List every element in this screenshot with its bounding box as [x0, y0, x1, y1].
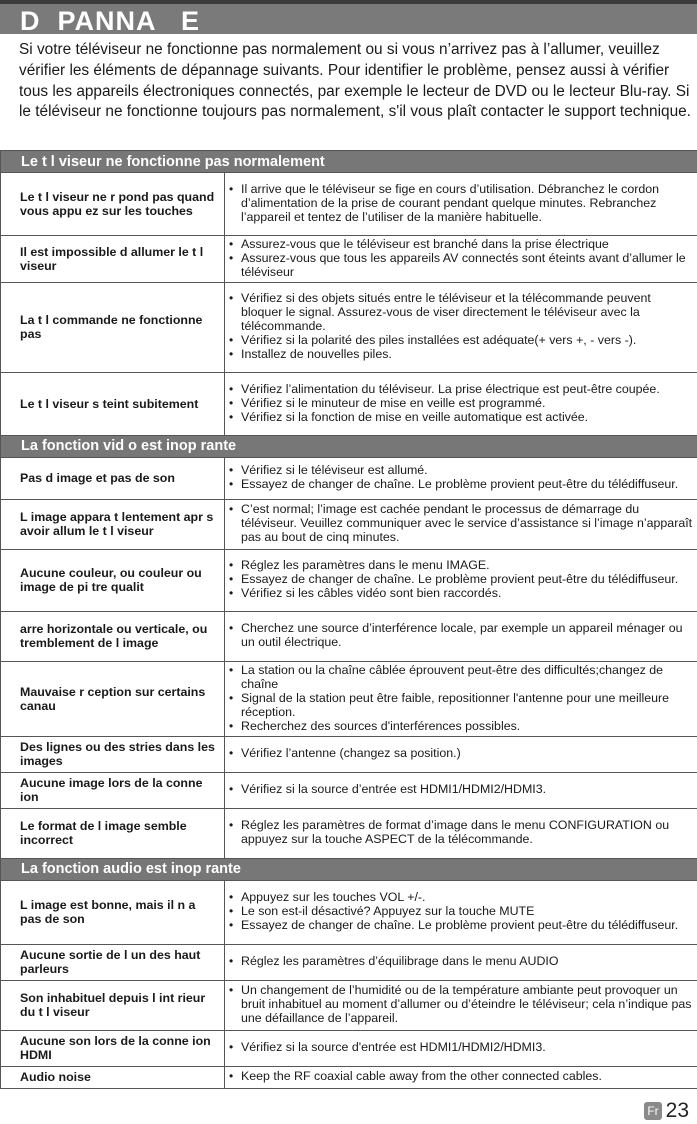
problem-cell: Le t l viseur ne r pond pas quand vous appu ez sur les touches [1, 173, 225, 236]
section-heading: Le t l viseur ne fonctionne pas normalement [1, 151, 697, 173]
problem-cell: Aucune image lors de la conne ion [1, 772, 225, 808]
solution-cell [225, 944, 697, 980]
solution-list [229, 819, 694, 847]
bullet-icon: • [229, 904, 234, 919]
problem-cell: Son inhabituel depuis l int rieur du t l viseur [1, 980, 225, 1030]
table-row [1, 808, 697, 858]
bullet-icon: • [229, 718, 234, 733]
bullet-icon: • [229, 182, 234, 197]
table-row [1, 499, 697, 549]
solution-text: Vérifiez si la fonction de mise en veille automatique est activée. [241, 409, 589, 424]
bullet-icon: • [229, 782, 234, 797]
solution-text: Réglez les paramètres d’équilibrage dans le menu AUDIO [241, 954, 559, 969]
list-item [229, 559, 694, 573]
solution-text: Réglez les paramètres de format d’image dans le menu CONFIGURATION ou appuyez sur la touche ASPECT de la télécommande. [241, 818, 670, 847]
list-item [229, 664, 694, 692]
table-row [1, 1066, 697, 1088]
bullet-icon: • [229, 621, 234, 636]
solution-list [229, 747, 694, 761]
solution-text: C’est normal; l’image est cachée pendant le processus de démarrage du téléviseur. Veuillez communiquer avec le service d’assistance si l’image n’apparaît pas au bout de cinq minutes. [241, 502, 693, 545]
table-row [1, 772, 697, 808]
list-item [229, 464, 694, 478]
list-item [229, 984, 694, 1026]
bullet-icon: • [229, 463, 234, 478]
solution-cell [225, 880, 697, 944]
solution-list [229, 891, 694, 933]
solution-list [229, 503, 694, 545]
list-item [229, 183, 694, 225]
table-row [1, 944, 697, 980]
solution-cell [225, 1030, 697, 1066]
troubleshooting-table [0, 150, 697, 1089]
problem-cell: Aucune couleur, ou couleur ou image de pi tre qualit [1, 549, 225, 611]
list-item [229, 252, 694, 280]
table-row [1, 549, 697, 611]
solution-text: Recherchez des sources d'interférences possibles. [241, 718, 521, 733]
page-title-bar [0, 0, 697, 34]
solution-list [229, 559, 694, 601]
solution-cell [225, 236, 697, 283]
table-row [1, 457, 697, 499]
table-row [1, 980, 697, 1030]
list-item [229, 905, 694, 919]
section-header-row [1, 858, 697, 880]
list-item [229, 411, 694, 425]
list-item [229, 919, 694, 933]
solution-text: Il arrive que le téléviseur se fige en cours d’utilisation. Débranchez le cordon d’alimentation de la prise de courant pendant quelque minutes. Rebranchez l’appareil et tentez de l’utiliser de la manière habituelle. [241, 182, 660, 224]
problem-cell: Des lignes ou des stries dans les images [1, 736, 225, 772]
page-number: 23 [665, 1099, 689, 1122]
table-row [1, 661, 697, 736]
list-item [229, 573, 694, 587]
solution-list [229, 1041, 694, 1055]
solution-text: Essayez de changer de chaîne. Le problème provient peut-être du télédiffuseur. [241, 572, 679, 587]
solution-list [229, 622, 694, 650]
solution-text: Essayez de changer de chaîne. Le problème provient peut-être du télédiffuseur. [241, 477, 679, 492]
problem-cell: Mauvaise r ception sur certains canau [1, 661, 225, 736]
solution-text: Vérifiez si le minuteur de mise en veille est programmé. [241, 395, 546, 410]
bullet-icon: • [229, 347, 234, 362]
solution-list [229, 292, 694, 362]
solution-cell [225, 772, 697, 808]
table-row [1, 880, 697, 944]
solution-cell [225, 736, 697, 772]
bullet-icon: • [229, 237, 234, 251]
section-header-row [1, 151, 697, 173]
solution-list [229, 183, 694, 225]
list-item [229, 692, 694, 720]
list-item [229, 622, 694, 650]
solution-text: Signal de la station peut être faible, repositionner l'antenne pour une meilleure réception. [241, 690, 670, 719]
list-item [229, 397, 694, 411]
solution-cell [225, 980, 697, 1030]
bullet-icon: • [229, 381, 234, 396]
solution-text: Le son est-il désactivé? Appuyez sur la touche MUTE [241, 904, 535, 919]
solution-text: Keep the RF coaxial cable away from the other connected cables. [241, 1069, 602, 1084]
section-heading: La fonction audio est inop rante [1, 858, 697, 880]
solution-list [229, 383, 694, 425]
solution-cell [225, 499, 697, 549]
problem-cell: Aucune son lors de la conne ion HDMI [1, 1030, 225, 1066]
bullet-icon: • [229, 558, 234, 573]
intro-paragraph: Si votre téléviseur ne fonctionne pas normalement ou si vous n’arrivez pas à l’allumer, veuillez vérifier les éléments de dépannage suivants. Pour identifier le problème, pensez aussi à vérifier tous les appareils électroniques connectés, par exemple le lecteur de DVD ou le lecteur Blu-ray. Si le téléviseur ne fonctionne toujours pas normalement, s'il vous plaît contacter le support technique. [19, 41, 691, 121]
solution-text: Vérifiez l’antenne (changez sa position.) [241, 746, 461, 761]
bullet-icon: • [229, 818, 234, 833]
solution-text: Essayez de changer de chaîne. Le problème provient peut-être du télédiffuseur. [241, 918, 679, 933]
problem-cell: L image appara t lentement apr s avoir allum le t l viseur [1, 499, 225, 549]
table-row [1, 372, 697, 435]
solution-text: Installez de nouvelles piles. [241, 347, 392, 362]
list-item [229, 720, 694, 734]
bullet-icon: • [229, 890, 234, 905]
solution-text: Vérifiez si la source d’entrée est HDMI1/HDMI2/HDMI3. [241, 782, 547, 797]
problem-cell: Le t l viseur s teint subitement [1, 372, 225, 435]
bullet-icon: • [229, 409, 234, 424]
solution-text: La station ou la chaîne câblée éprouvent peut-être des difficultés;changez de chaîne [241, 662, 664, 691]
list-item [229, 955, 694, 969]
bullet-icon: • [229, 983, 234, 998]
problem-cell: Le format de l image semble incorrect [1, 808, 225, 858]
bullet-icon: • [229, 1040, 234, 1055]
language-badge: Fr [644, 1102, 661, 1120]
solution-text: Cherchez une source d’interférence locale, par exemple un appareil ménager ou un outil électrique. [241, 621, 683, 650]
bullet-icon: • [229, 746, 234, 761]
bullet-icon: • [229, 572, 234, 587]
solution-text: Appuyez sur les touches VOL +/-. [241, 890, 426, 905]
bullet-icon: • [229, 395, 234, 410]
section-header-row [1, 435, 697, 457]
list-item [229, 334, 694, 348]
list-item [229, 1070, 694, 1084]
solution-cell [225, 457, 697, 499]
bullet-icon: • [229, 250, 234, 265]
section-heading: La fonction vid o est inop rante [1, 435, 697, 457]
table-row [1, 1030, 697, 1066]
solution-text: Vérifiez si les câbles vidéo sont bien raccordés. [241, 586, 502, 601]
solution-list [229, 984, 694, 1026]
top-strip [0, 0, 697, 4]
bullet-icon: • [229, 662, 234, 677]
bullet-icon: • [229, 690, 234, 705]
list-item [229, 1041, 694, 1055]
solution-text: Vérifiez si des objets situés entre le téléviseur et la télécommande peuvent bloquer le signal. Assurez-vous de viser directement le téléviseur avec la télécommande. [241, 291, 651, 334]
solution-list [229, 1070, 694, 1084]
problem-cell: Audio noise [1, 1066, 225, 1088]
solution-list [229, 238, 694, 280]
list-item [229, 238, 694, 252]
list-item [229, 383, 694, 397]
solution-cell [225, 808, 697, 858]
page-title: D PANNA E [20, 6, 201, 36]
solution-list [229, 464, 694, 492]
solution-cell [225, 611, 697, 661]
solution-text: Un changement de l’humidité ou de la température ambiante peut provoquer un bruit inhabituel au moment d’allumer ou d’éteindre le téléviseur; cela n’indique pas une défaillance de l’appareil. [241, 983, 692, 1026]
list-item [229, 891, 694, 905]
list-item [229, 819, 694, 847]
solution-cell [225, 372, 697, 435]
problem-cell: Pas d image et pas de son [1, 457, 225, 499]
list-item [229, 348, 694, 362]
solution-text: Assurez-vous que tous les appareils AV connectés sont éteints avant d’allumer le téléviseur [241, 250, 686, 279]
bullet-icon: • [229, 954, 234, 969]
solution-cell [225, 661, 697, 736]
table-row [1, 736, 697, 772]
problem-cell: La t l commande ne fonctionne pas [1, 282, 225, 372]
table-row [1, 611, 697, 661]
problem-cell: Aucune sortie de l un des haut parleurs [1, 944, 225, 980]
solution-text: Réglez les paramètres dans le menu IMAGE. [241, 558, 490, 573]
bullet-icon: • [229, 502, 234, 517]
problem-cell: L image est bonne, mais il n a pas de son [1, 880, 225, 944]
list-item [229, 747, 694, 761]
page-footer [644, 1100, 689, 1122]
list-item [229, 478, 694, 492]
list-item [229, 587, 694, 601]
table-row [1, 282, 697, 372]
solution-text: Vérifiez si la source d'entrée est HDMI1/HDMI2/HDMI3. [241, 1040, 546, 1055]
table-row [1, 236, 697, 283]
solution-list [229, 783, 694, 797]
list-item [229, 503, 694, 545]
solution-text: Vérifiez si la polarité des piles installées est adéquate(+ vers +, - vers -). [241, 333, 637, 348]
problem-cell: arre horizontale ou verticale, ou tremblement de l image [1, 611, 225, 661]
bullet-icon: • [229, 918, 234, 933]
solution-cell [225, 1066, 697, 1088]
solution-cell [225, 549, 697, 611]
bullet-icon: • [229, 1069, 234, 1084]
solution-cell [225, 282, 697, 372]
problem-cell: Il est impossible d allumer le t l viseur [1, 236, 225, 283]
solution-text: Vérifiez si le téléviseur est allumé. [241, 463, 428, 478]
bullet-icon: • [229, 477, 234, 492]
table-row [1, 173, 697, 236]
solution-text: Assurez-vous que le téléviseur est branché dans la prise électrique [241, 237, 609, 251]
bullet-icon: • [229, 291, 234, 306]
solution-list [229, 664, 694, 734]
solution-text: Vérifiez l’alimentation du téléviseur. La prise électrique est peut-être coupée. [241, 381, 660, 396]
bullet-icon: • [229, 333, 234, 348]
solution-list [229, 955, 694, 969]
bullet-icon: • [229, 586, 234, 601]
list-item [229, 783, 694, 797]
list-item [229, 292, 694, 334]
solution-cell [225, 173, 697, 236]
